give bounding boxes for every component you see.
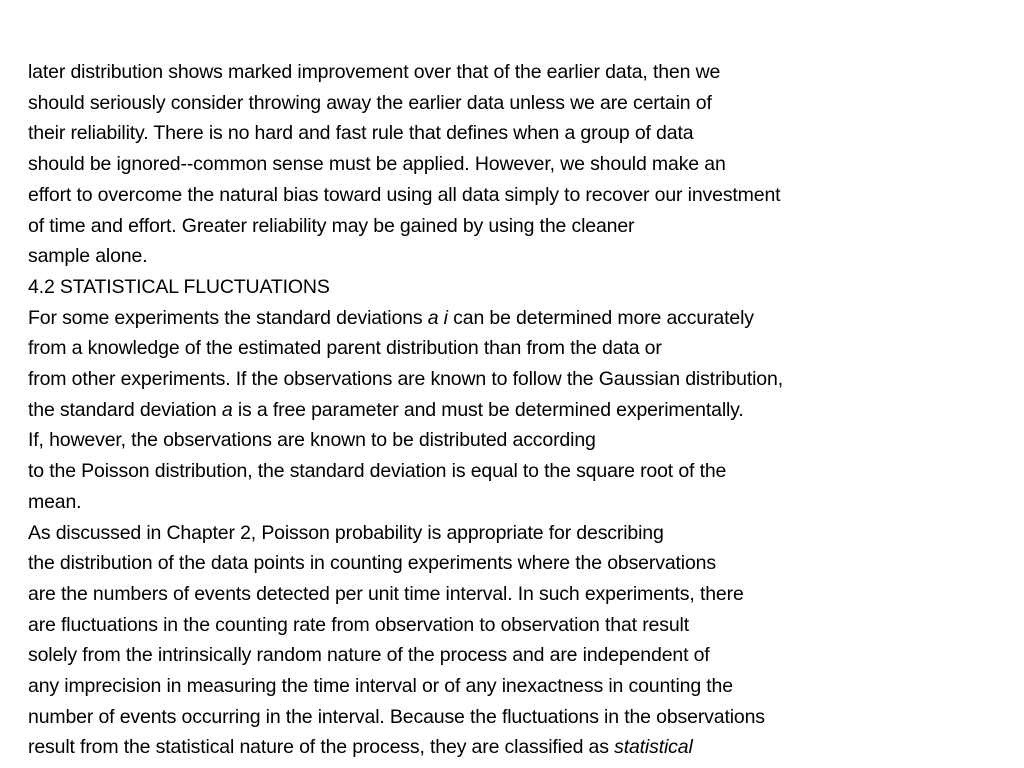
text-fragment: can be determined more accurately xyxy=(447,306,754,329)
text-fragment: is a free parameter and must be determined experimentally. xyxy=(232,398,744,421)
text-line: effort to overcome the natural bias toward using all data simply to recover our investment xyxy=(28,183,781,206)
text-line: their reliability. There is no hard and fast rule that defines when a group of data xyxy=(28,122,694,145)
symbol-sigma: a xyxy=(221,398,233,421)
text-line: should seriously consider throwing away the earlier data unless we are certain of xyxy=(28,91,712,114)
symbol-sigma-i: a i xyxy=(427,306,448,329)
text-line: to the Poisson distribution, the standard deviation is equal to the square root of the xyxy=(28,460,727,483)
text-line: are the numbers of events detected per unit time interval. In such experiments, there xyxy=(28,582,744,605)
document-text xyxy=(28,57,1018,763)
text-line: are fluctuations in the counting rate from observation to observation that result xyxy=(28,613,689,636)
text-fragment: For some experiments the standard deviations xyxy=(28,306,428,329)
text-line: from other experiments. If the observations are known to follow the Gaussian distribution, xyxy=(28,368,783,391)
text-line xyxy=(28,395,1018,426)
italic-term: statistical xyxy=(614,736,693,759)
text-fragment: result from the statistical nature of the process, they are classified as xyxy=(28,736,615,759)
text-line: If, however, the observations are known to be distributed according xyxy=(28,429,596,452)
text-line: any imprecision in measuring the time interval or of any inexactness in counting the xyxy=(28,675,733,698)
text-line: sample alone. xyxy=(28,245,148,268)
text-line: should be ignored--common sense must be applied. However, we should make an xyxy=(28,153,726,176)
text-line: solely from the intrinsically random nature of the process and are independent of xyxy=(28,644,710,667)
text-line: from a knowledge of the estimated parent distribution than from the data or xyxy=(28,337,662,360)
text-line: mean. xyxy=(28,490,82,513)
section-heading: 4.2 STATISTICAL FLUCTUATIONS xyxy=(28,275,330,298)
text-line: the distribution of the data points in counting experiments where the observations xyxy=(28,552,716,575)
text-line xyxy=(28,303,1018,334)
text-line xyxy=(28,732,1018,763)
text-fragment: the standard deviation xyxy=(28,398,222,421)
text-line: number of events occurring in the interval. Because the fluctuations in the observations xyxy=(28,705,765,728)
text-line: of time and effort. Greater reliability may be gained by using the cleaner xyxy=(28,214,635,237)
text-line: later distribution shows marked improvement over that of the earlier data, then we xyxy=(28,61,721,83)
text-line: As discussed in Chapter 2, Poisson probability is appropriate for describing xyxy=(28,521,664,544)
